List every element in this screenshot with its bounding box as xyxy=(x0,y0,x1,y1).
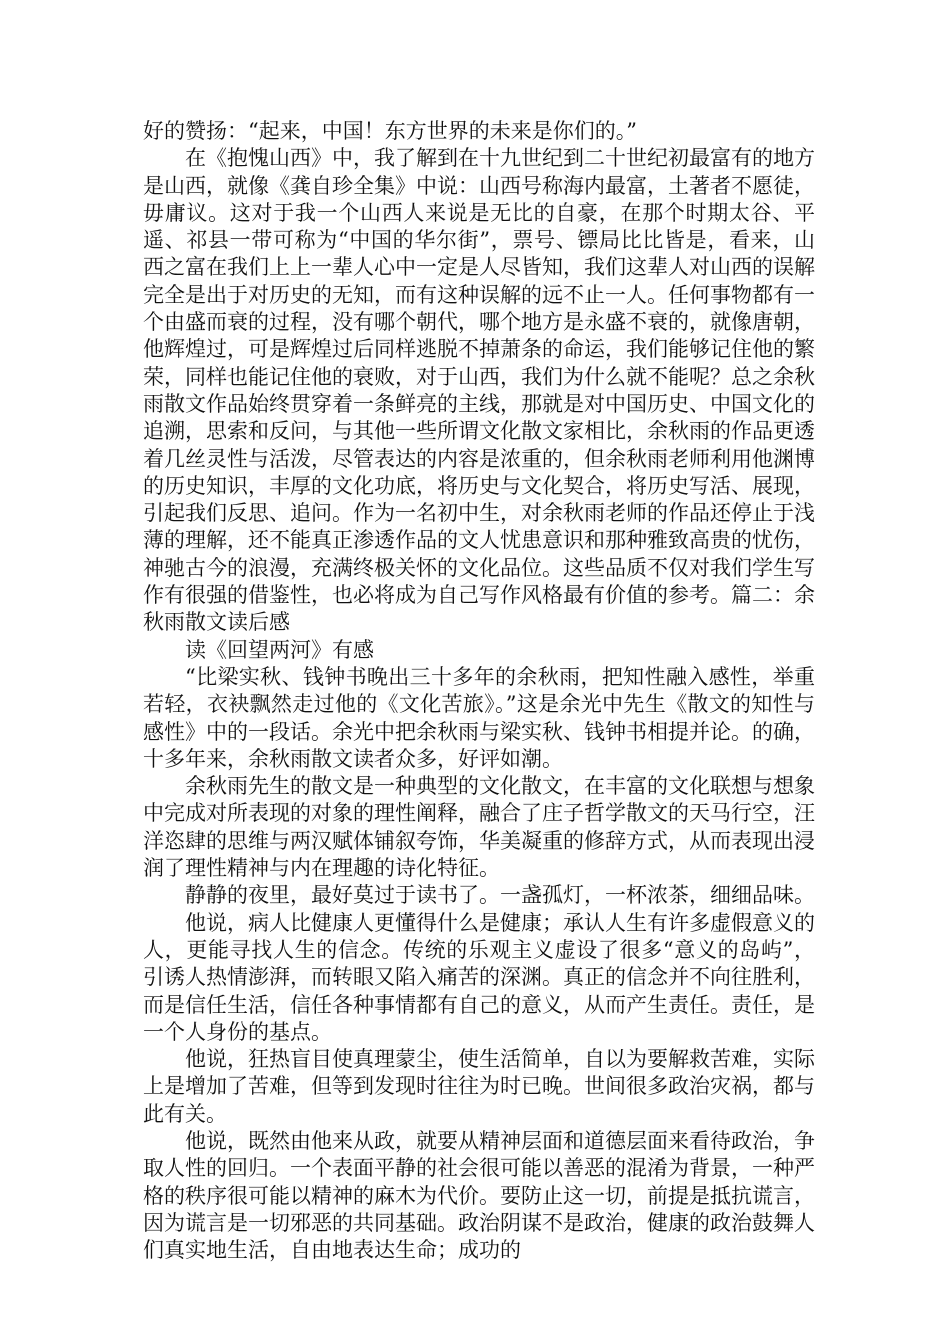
paragraph: 他说，狂热盲目使真理蒙尘，使生活简单，自以为要解救苦难，实际上是增加了苦难，但等到发现时往往为时已晚。世间很多政治灾祸，都与此有关。 xyxy=(143,1047,815,1126)
paragraph: 读《回望两河》有感 xyxy=(185,637,374,662)
paragraph: 静静的夜里，最好莫过于读书了。一盏孤灯，一杯浓茶，细细品味。 xyxy=(185,883,815,908)
paragraph: “比梁实秋、钱钟书晚出三十多年的余秋雨，把知性融入感性，举重若轻，衣袂飘然走过他的《文化苦旅》。”这是余光中先生《散文的知性与感性》中的一段话。余光中把余秋雨与梁实秋、钱钟书相提并论。的确，十多年来，余秋雨散文读者众多，好评如潮。 xyxy=(143,664,815,771)
document-body xyxy=(143,118,815,1264)
paragraph: 好的赞扬：“起来，中国！东方世界的未来是你们的。” xyxy=(143,119,637,143)
paragraph: 余秋雨先生的散文是一种典型的文化散文，在丰富的文化联想与想象中完成对所表现的对象的理性阐释，融合了庄子哲学散文的天马行空，汪洋恣肆的思维与两汉赋体铺叙夸饰，华美凝重的修辞方式，从而表现出浸润了理性精神与内在理趣的诗化特征。 xyxy=(143,774,815,881)
paragraph: 他说，既然由他来从政，就要从精神层面和道德层面来看待政治，争取人性的回归。一个表面平静的社会很可能以善恶的混淆为背景，一种严格的秩序很可能以精神的麻木为代价。要防止这一切，前提是抵抗谎言，因为谎言是一切邪恶的共同基础。政治阴谋不是政治，健康的政治鼓舞人们真实地生活，自由地表达生命；成功的 xyxy=(143,1128,815,1263)
paragraph: 他说，病人比健康人更懂得什么是健康；承认人生有许多虚假意义的人，更能寻找人生的信念。传统的乐观主义虚设了很多“意义的岛屿”，引诱人热情澎湃，而转眼又陷入痛苦的深渊。真正的信念并不向往胜利，而是信任生活，信任各种事情都有自己的意义，从而产生责任。责任，是一个人身份的基点。 xyxy=(143,910,815,1044)
paragraph: 在《抱愧山西》中，我了解到在十九世纪到二十世纪初最富有的地方是山西，就像《龚自珍全集》中说：山西号称海内最富，土著者不愿徒，毋庸议。这对于我一个山西人来说是无比的自豪，在那个时期太谷、平遥、祁县一带可称为“中国的华尔街”，票号、镖局比比皆是，看来，山西之富在我们上上一辈人心中一定是人尽皆知，我们这辈人对山西的误解完全是出于对历史的无知，而有这种误解的远不止一人。任何事物都有一个由盛而衰的过程，没有哪个朝代，哪个地方是永盛不衰的，就像唐朝，他辉煌过，可是辉煌过后同样逃脱不掉萧条的命运，我们能够记住他的繁荣，同样也能记住他的衰败，对于山西，我们为什么就不能呢？总之余秋雨散文作品始终贯穿着一条鲜亮的主线，那就是对中国历史、中国文化的追溯，思索和反问，与其他一些所谓文化散文家相比，余秋雨的作品更透着几丝灵性与活泼，尽管表达的内容是浓重的，但余秋雨老师利用他渊博的历史知识，丰厚的文化功底，将历史与文化契合，将历史写活、展现，引起我们反思、追问。作为一名初中生，对余秋雨老师的作品还停止于浅薄的理解，还不能真正渗透作品的文人忧患意识和那种雅致高贵的忧伤，神驰古今的浪漫，充满终极关怀的文化品位。这些品质不仅对我们学生写作有很强的借鉴性，也必将成为自己写作风格最有价值的参考。篇二：余秋雨散文读后感 xyxy=(143,146,815,635)
